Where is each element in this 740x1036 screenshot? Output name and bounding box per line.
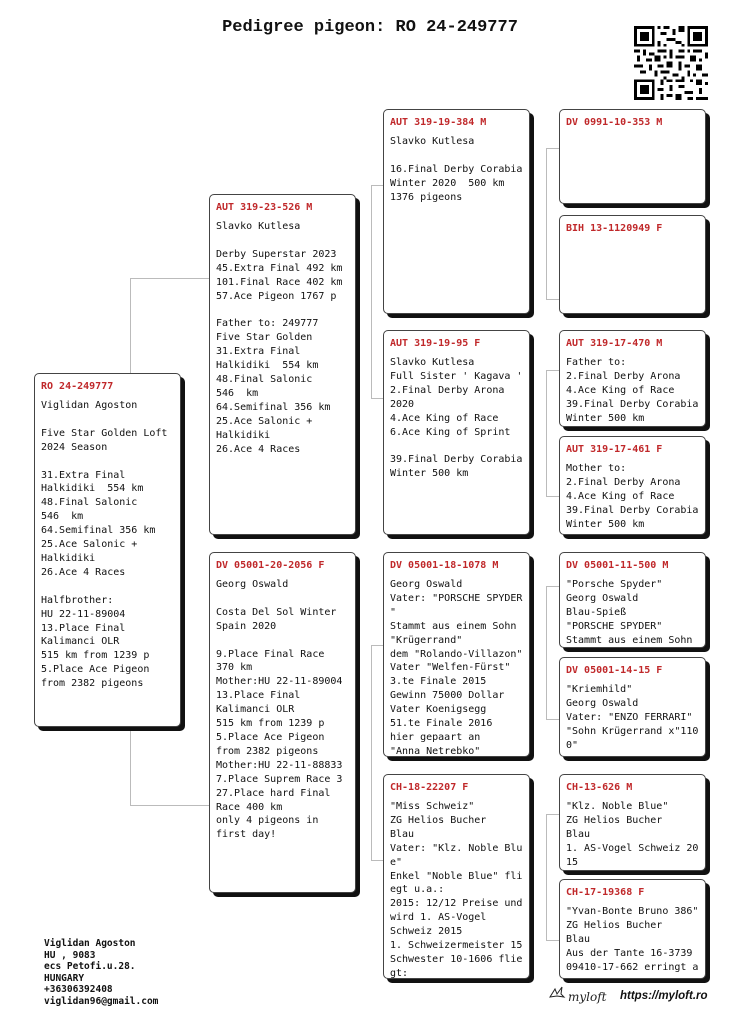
brand-name: myloft: [568, 990, 607, 1004]
pigeon-card-father-mother: [383, 330, 530, 535]
connector-line: [130, 278, 210, 376]
connector-line: [130, 726, 210, 806]
pigeon-card-mmf: [559, 774, 706, 871]
owner-email[interactable]: viglidan96@gmail.com: [44, 995, 159, 1007]
connector-line: [546, 215, 560, 300]
ring-number: AUT 319-19-384 M: [390, 117, 487, 128]
ring-number: DV 05001-11-500 M: [566, 560, 669, 571]
card-details: Slavko Kutlesa Derby Superstar 2023 45.Extra Final 492 km 101.Final Race 402 km 57.Ace Pigeon 1767 p Father to: 249777 Five Star Golden 31.Extra Final Halkidiki 554 km 48.Final Salonic 546 km 64.Semifinal 356 km 25.Ace Salonic + Halkidiki 26.Ace 4 Races: [216, 221, 343, 455]
pigeon-card-ffm: [559, 215, 706, 314]
owner-address-line: HU , 9083: [44, 949, 96, 961]
card-details: Father to: 2.Final Derby Arona 4.Ace King of Race 39.Final Derby Corabia Winter 500 km: [566, 357, 699, 424]
card-details: Viglidan Agoston Five Star Golden Loft 2024 Season 31.Extra Final Halkidiki 554 km 48.Final Salonic 546 km 64.Semifinal 356 km 25.Ace Salonic + Halkidiki 26.Ace 4 Races Halfbrother: HU 22-11-89004 13.Place Final Kalimanci OLR 515 km from 1239 p 5.Place Ace Pigeon from 2382 pigeons: [41, 400, 168, 690]
pigeon-card-mother-mother: [383, 774, 530, 979]
card-details: "Miss Schweiz" ZG Helios Bucher Blau Vater: "Klz. Noble Blu e" Enkel "Noble Blue" fli egt u.a.: 2015: 12/12 Preise und wird 1. AS-Vogel Schweiz 2015 1. Schweizermeister 15 Schwester 10-1606 flie gt:: [390, 801, 523, 979]
connector-line: [546, 814, 560, 879]
card-details: "Kriemhild" Georg Oswald Vater: "ENZO FERRARI" "Sohn Krügerrand x"110 0": [566, 684, 699, 751]
ring-number: AUT 319-17-461 F: [566, 444, 663, 455]
connector-line: [546, 586, 560, 656]
card-details: Slavko Kutlesa 16.Final Derby Corabia Winter 2020 500 km 1376 pigeons: [390, 136, 523, 203]
ring-number: DV 0991-10-353 M: [566, 117, 663, 128]
connector-line: [546, 877, 560, 941]
ring-number: AUT 319-23-526 M: [216, 202, 313, 213]
owner-country: HUNGARY: [44, 972, 85, 984]
pigeon-card-subject: [34, 373, 181, 727]
ring-number: DV 05001-20-2056 F: [216, 560, 325, 571]
card-details: Georg Oswald Vater: "PORSCHE SPYDER " Stammt aus einem Sohn "Krügerrand" dem "Rolando-Villazon" Vater "Welfen-Fürst" 3.te Finale 2015 Gewinn 75000 Dollar Vater Koenigsegg 51.te Finale 2016 hier gepaart an "Anna Netrebko": [390, 579, 523, 757]
brand-logo: [548, 985, 606, 1004]
owner-name: Viglidan Agoston: [44, 938, 136, 949]
page-title: Pedigree pigeon: RO 24-249777: [222, 18, 518, 37]
card-details: Slavko Kutlesa Full Sister ' Kagava ' 2.Final Derby Arona 2020 4.Ace King of Race 6.Ace King of Sprint 39.Final Derby Corabia Winter 500 km: [390, 357, 523, 480]
ring-number: RO 24-249777: [41, 381, 114, 392]
card-details: "Klz. Noble Blue" ZG Helios Bucher Blau 1. AS-Vogel Schweiz 20 15: [566, 801, 699, 868]
owner-address: [44, 938, 158, 1007]
ring-number: AUT 319-17-470 M: [566, 338, 663, 349]
ring-number: DV 05001-14-15 F: [566, 665, 663, 676]
ring-number: DV 05001-18-1078 M: [390, 560, 499, 571]
ring-number: AUT 319-19-95 F: [390, 338, 481, 349]
website-link[interactable]: https://myloft.ro: [620, 990, 708, 1002]
owner-address-line: ecs Petofi.u.28.: [44, 961, 136, 972]
pigeon-logo-icon: [548, 985, 566, 1004]
card-details: "Yvan-Bonte Bruno 386" ZG Helios Bucher Blau Aus der Tante 16-3739 09410-17-662 erringt a: [566, 906, 699, 973]
owner-phone: +36306392408: [44, 984, 113, 995]
pigeon-card-mother: [209, 552, 356, 893]
connector-line: [546, 433, 560, 497]
ring-number: BIH 13-1120949 F: [566, 223, 663, 234]
pigeon-card-fmm: [559, 436, 706, 535]
ring-number: CH-17-19368 F: [566, 887, 645, 898]
connector-line: [546, 654, 560, 720]
pigeon-card-mfm: [559, 657, 706, 757]
pigeon-card-fff: [559, 109, 706, 204]
qr-code: [634, 26, 708, 100]
pigeon-card-father: [209, 194, 356, 535]
card-details: "Porsche Spyder" Georg Oswald Blau-Spieß "PORSCHE SPYDER" Stammt aus einem Sohn: [566, 579, 693, 646]
ring-number: CH-18-22207 F: [390, 782, 469, 793]
pigeon-card-father-father: [383, 109, 530, 314]
connector-line: [546, 370, 560, 435]
card-details: Mother to: 2.Final Derby Arona 4.Ace King of Race 39.Final Derby Corabia Winter 500 km: [566, 463, 699, 530]
card-details: Georg Oswald Costa Del Sol Winter Spain 2020 9.Place Final Race 370 km Mother:HU 22-11-89004 13.Place Final Kalimanci OLR 515 km from 1239 p 5.Place Ace Pigeon from 2382 pigeons Mother:HU 22-11-88833 7.Place Suprem Race 3 27.Place hard Final Race 400 km only 4 pigeons in first day!: [216, 579, 343, 841]
ring-number: CH-13-626 M: [566, 782, 633, 793]
connector-line: [546, 148, 560, 217]
pigeon-card-mff: [559, 552, 706, 648]
pigeon-card-mmm: [559, 879, 706, 979]
pigeon-card-fmf: [559, 330, 706, 427]
pigeon-card-mother-father: [383, 552, 530, 757]
